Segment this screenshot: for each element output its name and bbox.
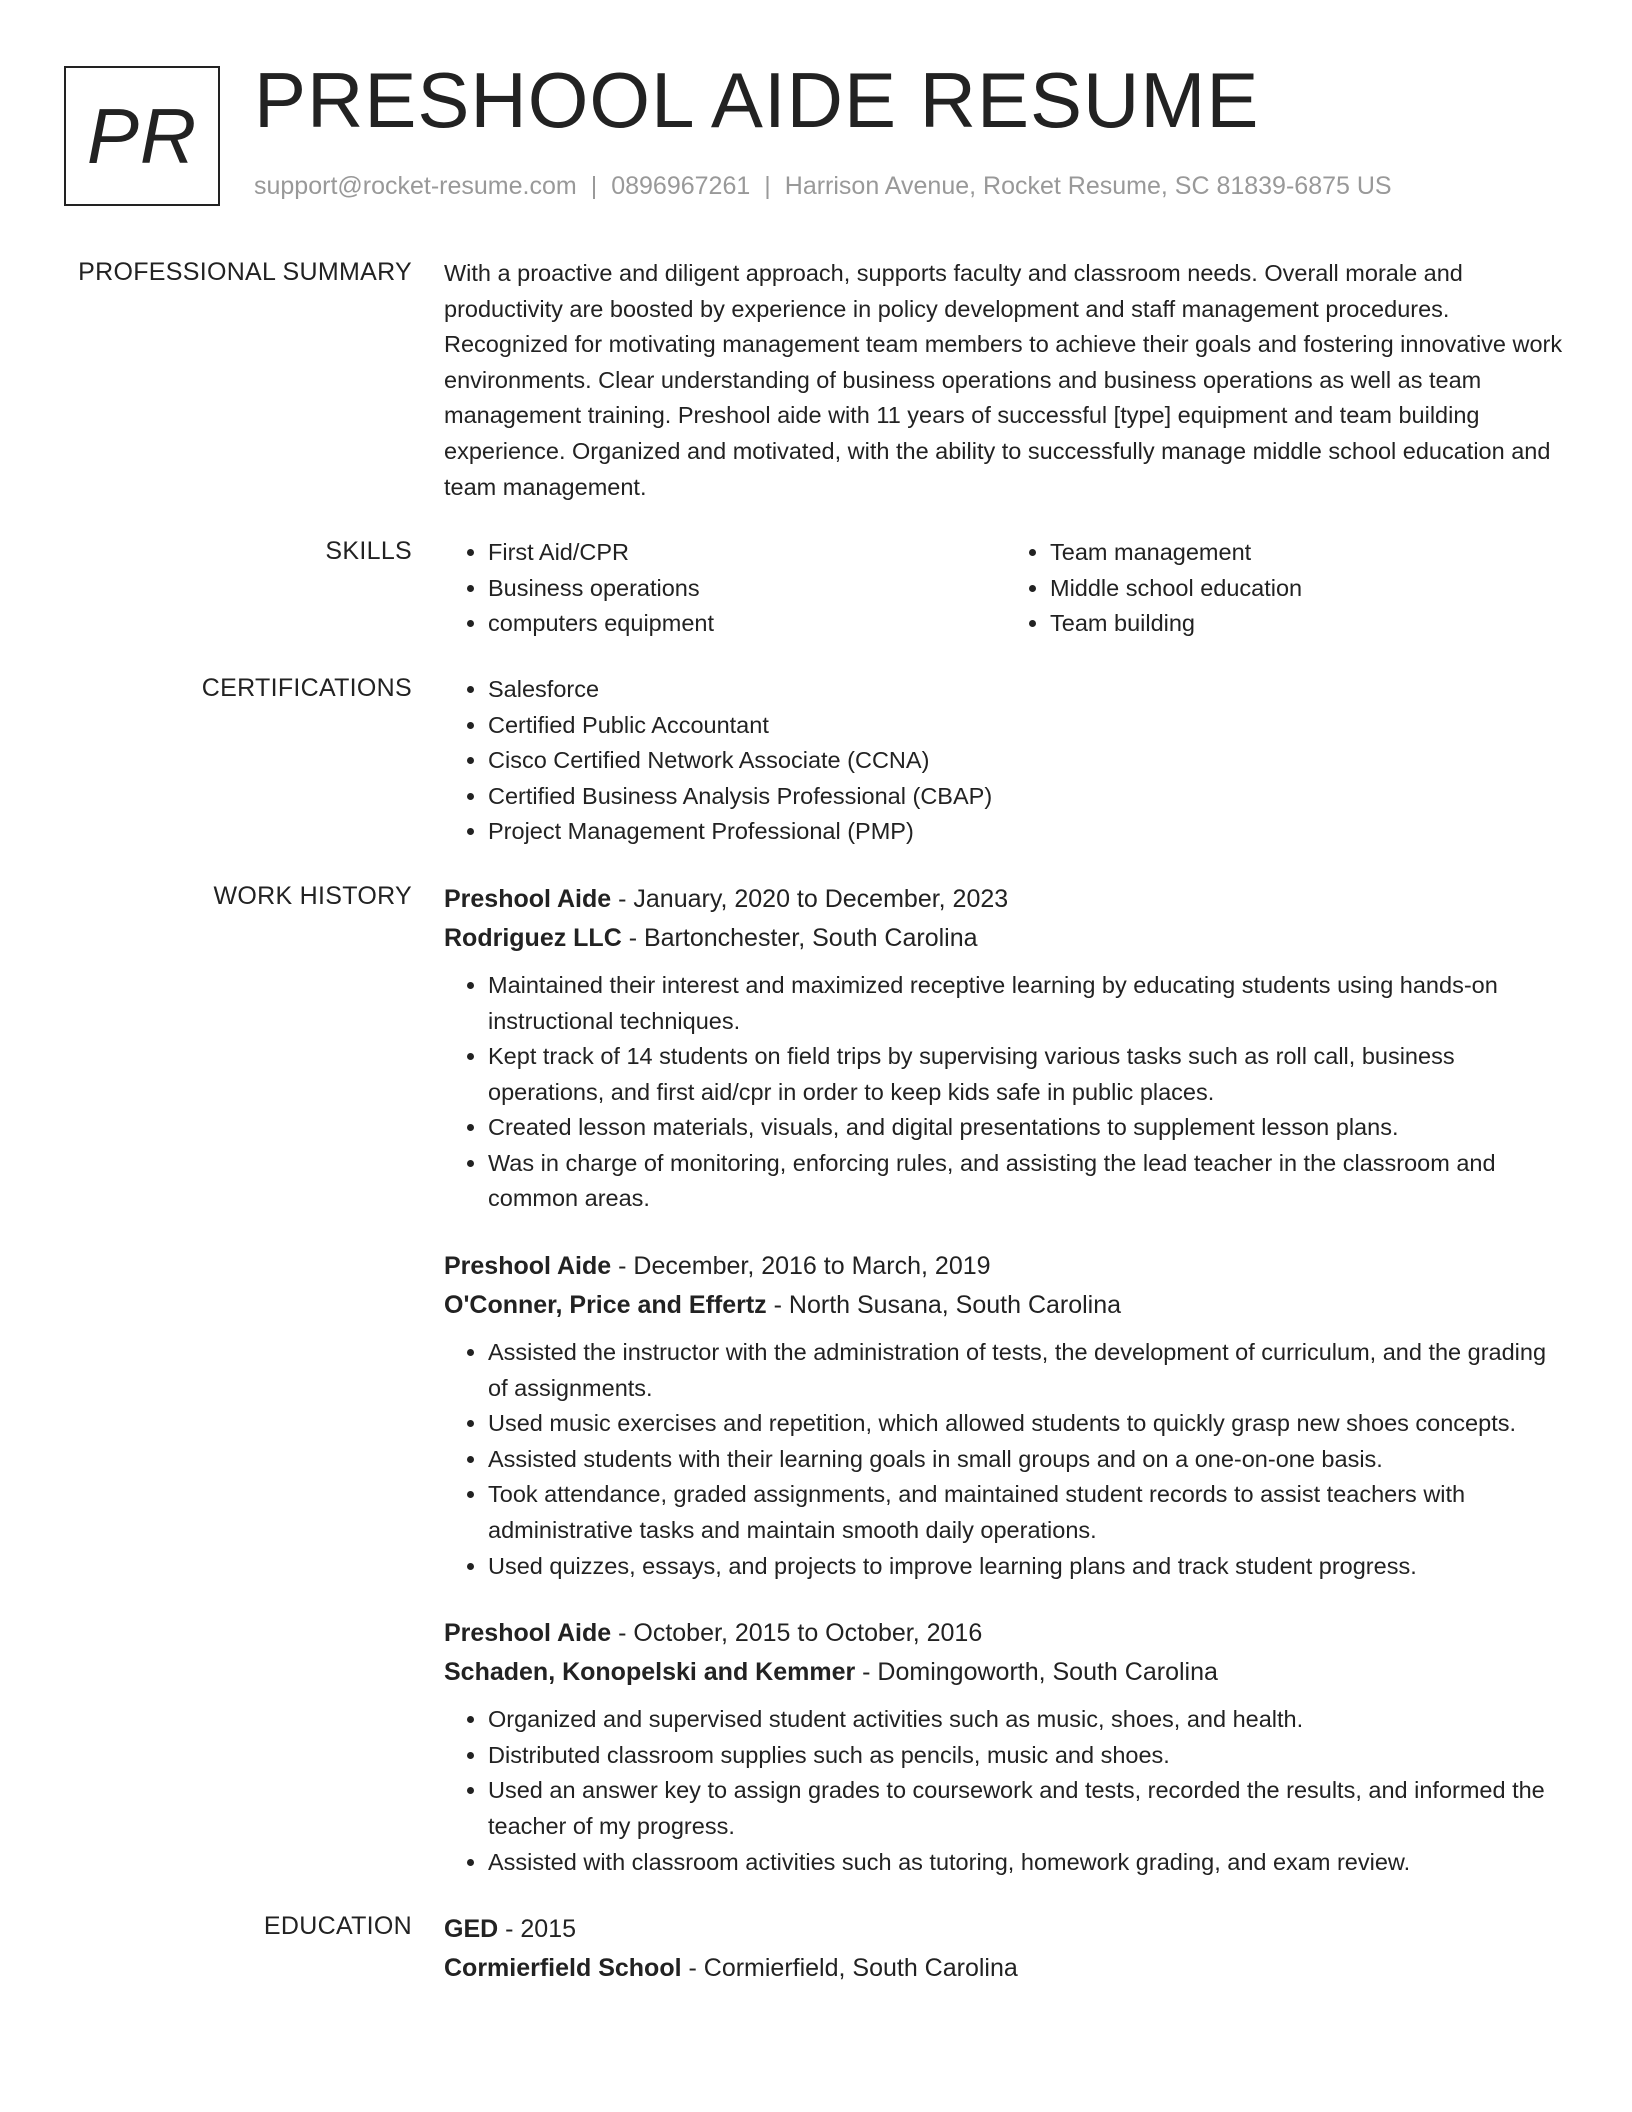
job-dates: - January, 2020 to December, 2023: [611, 884, 1009, 913]
job-bullet: • Maintained their interest and maximized receptive learning by educating students using hands-on instructional techniques.: [488, 968, 1568, 1039]
job-location: - Bartonchester, South Carolina: [621, 923, 978, 952]
skill-item: • Middle school education: [1050, 571, 1568, 607]
skill-item: • computers equipment: [488, 606, 1006, 642]
certification-item: • Salesforce: [488, 672, 1568, 708]
job-company: Schaden, Konopelski and Kemmer: [444, 1658, 856, 1687]
skill-item: • Team building: [1050, 606, 1568, 642]
job-dates: - December, 2016 to March, 2019: [611, 1252, 991, 1281]
resume-content: [0, 256, 1632, 2018]
job-entry: [444, 1614, 1568, 1880]
job-bullet: • Created lesson materials, visuals, and digital presentations to supplement lesson plans.: [488, 1110, 1568, 1146]
section-label-work-history: WORK HISTORY: [213, 881, 412, 910]
contact-separator: |: [590, 172, 598, 200]
job-bullet: • Assisted with classroom activities such as tutoring, homework grading, and exam review.: [488, 1845, 1568, 1881]
skills-list-right: [1006, 535, 1568, 642]
certifications-list: [444, 672, 1568, 850]
page-title: PRESHOOL AIDE RESUME: [254, 56, 1260, 144]
job-bullet: • Assisted the instructor with the administration of tests, the development of curriculum, and the grading of assignments.: [488, 1335, 1568, 1406]
job-bullets: [444, 1702, 1568, 1880]
contact-address: Harrison Avenue, Rocket Resume, SC 81839-6875 US: [784, 172, 1392, 200]
contact-separator: |: [764, 172, 771, 200]
job-bullet: • Took attendance, graded assignments, and maintained student records to assist teachers with administrative tasks and maintain smooth daily operations.: [488, 1477, 1568, 1548]
job-company-line: [444, 1286, 1568, 1325]
job-title: Preshool Aide: [444, 884, 612, 913]
contact-line: [254, 172, 1392, 201]
education-school-line: [444, 1949, 1568, 1988]
skills-section: [0, 535, 1632, 642]
education-degree-line: [444, 1910, 1568, 1949]
certifications-section: [0, 672, 1632, 850]
job-dates: - October, 2015 to October, 2016: [611, 1619, 983, 1648]
skill-item: • Team management: [1050, 535, 1568, 571]
section-label-certifications: CERTIFICATIONS: [201, 673, 412, 702]
skills-list-left: [444, 535, 1006, 642]
job-company-line: [444, 919, 1568, 958]
job-company-line: [444, 1653, 1568, 1692]
skills-grid: [444, 535, 1568, 642]
job-location: - North Susana, South Carolina: [766, 1291, 1122, 1320]
certification-item: • Certified Business Analysis Professional (CBAP): [488, 779, 1568, 815]
job-bullet: • Used music exercises and repetition, which allowed students to quickly grasp new shoes concepts.: [488, 1406, 1568, 1442]
job-bullet: • Assisted students with their learning goals in small groups and on a one-on-one basis.: [488, 1442, 1568, 1478]
monogram-box: [64, 66, 220, 206]
job-title: Preshool Aide: [444, 1619, 612, 1648]
job-title-line: [444, 1247, 1568, 1286]
job-entry: [444, 880, 1568, 1217]
section-label-education: EDUCATION: [263, 1912, 412, 1941]
certification-item: • Cisco Certified Network Associate (CCNA): [488, 743, 1568, 779]
contact-phone: 0896967261: [611, 172, 751, 200]
job-company: Rodriguez LLC: [444, 923, 622, 952]
job-bullet: • Distributed classroom supplies such as pencils, music and shoes.: [488, 1738, 1568, 1774]
job-company: O'Conner, Price and Effertz: [444, 1291, 767, 1320]
job-bullets: [444, 968, 1568, 1217]
contact-email: support@rocket-resume.com: [254, 172, 577, 200]
skill-item: • First Aid/CPR: [488, 535, 1006, 571]
section-label-summary: PROFESSIONAL SUMMARY: [78, 258, 412, 286]
certification-item: • Certified Public Accountant: [488, 708, 1568, 744]
job-title-line: [444, 880, 1568, 919]
job-bullet: • Kept track of 14 students on field trips by supervising various tasks such as roll call, business operations, and first aid/cpr in order to keep kids safe in public places.: [488, 1039, 1568, 1110]
education-year: - 2015: [498, 1915, 577, 1944]
education-location: - Cormierfield, South Carolina: [681, 1954, 1018, 1983]
job-bullet: • Organized and supervised student activities such as music, shoes, and health.: [488, 1702, 1568, 1738]
job-entry: [444, 1247, 1568, 1584]
education-school: Cormierfield School: [444, 1954, 682, 1983]
job-bullets: [444, 1335, 1568, 1584]
job-location: - Domingoworth, South Carolina: [855, 1658, 1218, 1687]
work-history-section: [0, 880, 1632, 1880]
monogram-initials: PR: [86, 91, 198, 180]
job-title-line: [444, 1614, 1568, 1653]
certification-item: • Project Management Professional (PMP): [488, 814, 1568, 850]
summary-text: With a proactive and diligent approach, supports faculty and classroom needs. Overall morale and productivity are boosted by experience in policy development and staff management procedures. Recognized for motivating management team members to achieve their goals and fostering innovative work environments. Clear understanding of business operations and business operations as well as team management training. Preshool aide with 11 years of successful [type] equipment and team building experience. Organized and motivated, with the ability to successfully manage middle school education and team management.: [444, 260, 1563, 500]
section-label-skills: SKILLS: [325, 537, 412, 566]
education-section: [0, 1910, 1632, 1988]
job-bullet: • Was in charge of monitoring, enforcing rules, and assisting the lead teacher in the classroom and common areas.: [488, 1146, 1568, 1217]
skill-item: • Business operations: [488, 571, 1006, 607]
education-degree: GED: [444, 1915, 499, 1944]
job-title: Preshool Aide: [444, 1252, 612, 1281]
job-bullet: • Used quizzes, essays, and projects to improve learning plans and track student progress.: [488, 1549, 1568, 1585]
job-bullet: • Used an answer key to assign grades to coursework and tests, recorded the results, and informed the teacher of my progress.: [488, 1773, 1568, 1844]
summary-section: [0, 256, 1632, 505]
